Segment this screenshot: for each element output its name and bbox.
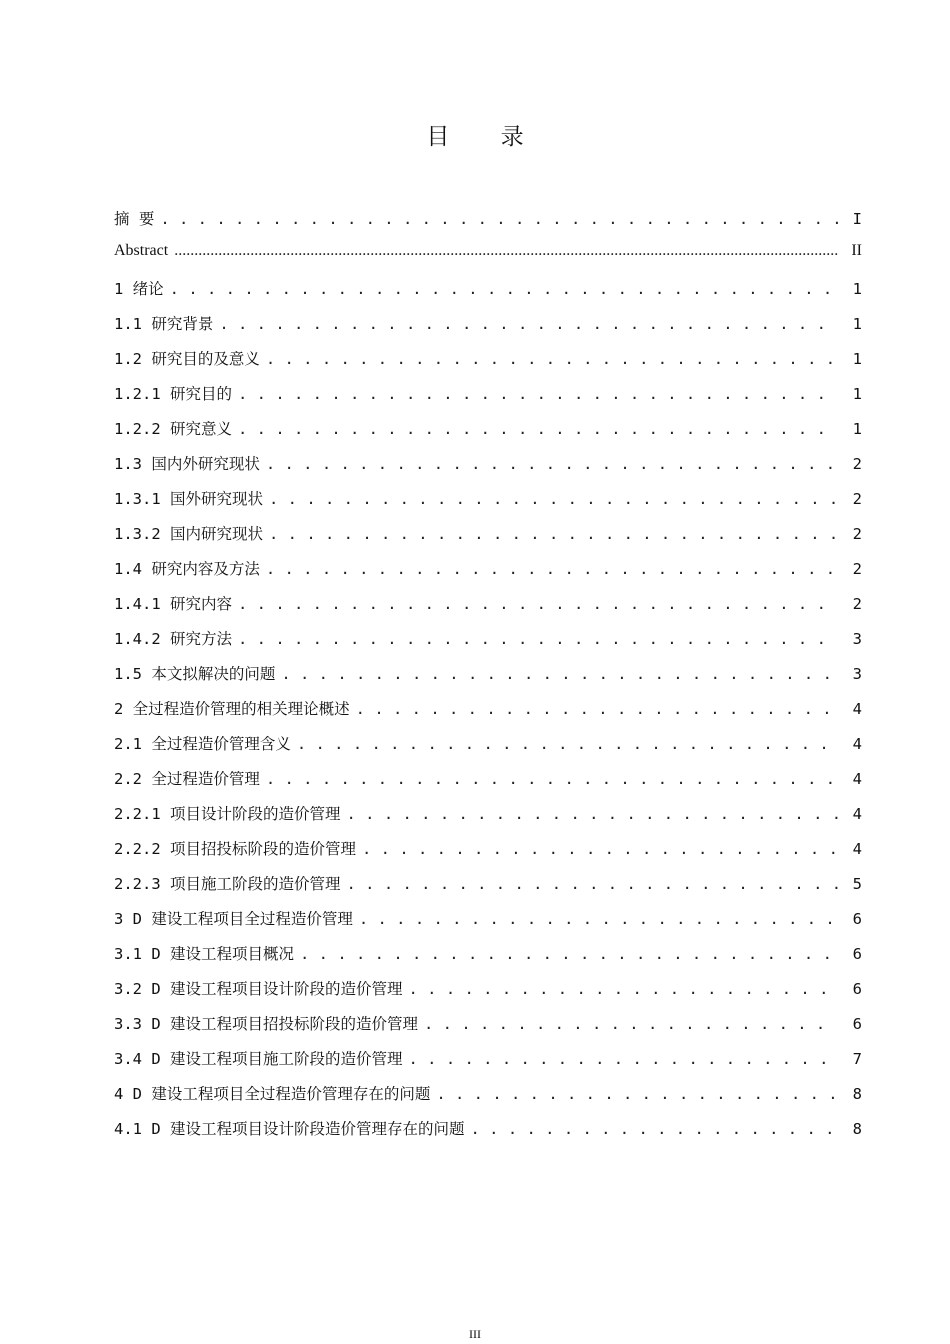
dot-leader bbox=[362, 840, 838, 858]
toc-entry-page: 2 bbox=[852, 560, 862, 578]
toc-entry[interactable] bbox=[114, 487, 862, 522]
dot-leader bbox=[160, 210, 838, 228]
toc-entry-page: 1 bbox=[852, 315, 862, 333]
dot-leader bbox=[471, 1120, 839, 1138]
toc-entry-page: 6 bbox=[852, 910, 862, 928]
toc-entry-page: 1 bbox=[852, 350, 862, 368]
dot-leader bbox=[297, 735, 838, 753]
toc-entry-page: 8 bbox=[852, 1085, 862, 1103]
page-number: III bbox=[469, 1327, 481, 1341]
toc-entry-page: II bbox=[851, 242, 862, 259]
toc-entry[interactable] bbox=[114, 1082, 862, 1117]
toc-entry-page: 3 bbox=[852, 665, 862, 683]
toc-entry-page: 1 bbox=[852, 280, 862, 298]
toc-title: 目 录 bbox=[426, 124, 546, 150]
toc-entry[interactable] bbox=[114, 592, 862, 627]
toc-entry[interactable] bbox=[114, 347, 862, 382]
dot-leader bbox=[359, 910, 838, 928]
toc-entry-label: 1.3 国内外研究现状 bbox=[114, 455, 260, 473]
toc-entry[interactable] bbox=[114, 522, 862, 557]
toc-entry-label: 4.1 D 建设工程项目设计阶段造价管理存在的问题 bbox=[114, 1120, 465, 1138]
toc-entry[interactable] bbox=[114, 662, 862, 697]
toc-entry[interactable] bbox=[114, 872, 862, 907]
dot-leader bbox=[238, 420, 838, 438]
toc-entry[interactable] bbox=[114, 977, 862, 1012]
toc-entry-label: 2.1 全过程造价管理含义 bbox=[114, 735, 291, 753]
toc-entry-label: 3.1 D 建设工程项目概况 bbox=[114, 945, 294, 963]
toc-entry-label: 1.2.2 研究意义 bbox=[114, 420, 232, 438]
dot-leader bbox=[238, 595, 838, 613]
toc-entry-label: 1.3.2 国内研究现状 bbox=[114, 525, 263, 543]
toc-entry-page: 3 bbox=[852, 630, 862, 648]
toc-entry[interactable] bbox=[114, 277, 862, 312]
dot-leader bbox=[356, 700, 838, 718]
toc-entry-label: 2.2.3 项目施工阶段的造价管理 bbox=[114, 875, 341, 893]
toc-entry-page: 6 bbox=[852, 980, 862, 998]
dot-leader bbox=[347, 875, 839, 893]
dot-leader bbox=[409, 1050, 839, 1068]
toc-entry-label: 1.3.1 国外研究现状 bbox=[114, 490, 263, 508]
toc-entry-label: 3 D 建设工程项目全过程造价管理 bbox=[114, 910, 353, 928]
dot-leader bbox=[238, 385, 838, 403]
toc-entry[interactable] bbox=[114, 837, 862, 872]
dot-leader bbox=[266, 350, 838, 368]
toc-entry-page: 4 bbox=[852, 735, 862, 753]
toc-entry[interactable] bbox=[114, 627, 862, 662]
toc-entry[interactable] bbox=[114, 207, 862, 242]
toc-entry-page: 8 bbox=[852, 1120, 862, 1138]
toc-entry-label: 1.4.1 研究内容 bbox=[114, 595, 232, 613]
toc-entry-page: I bbox=[852, 210, 862, 228]
toc-entry-page: 4 bbox=[852, 805, 862, 823]
dot-leader bbox=[409, 980, 839, 998]
dot-leader bbox=[266, 560, 838, 578]
toc-entry-label: 1.4 研究内容及方法 bbox=[114, 560, 260, 578]
dot-leader bbox=[424, 1015, 838, 1033]
toc-entry[interactable] bbox=[114, 697, 862, 732]
toc-entry[interactable] bbox=[114, 242, 862, 277]
dot-leader bbox=[238, 630, 838, 648]
toc-entry-label: 1.5 本文拟解决的问题 bbox=[114, 665, 276, 683]
toc-entry-label: 3.3 D 建设工程项目招投标阶段的造价管理 bbox=[114, 1015, 418, 1033]
toc-entry-page: 4 bbox=[852, 700, 862, 718]
dot-leader bbox=[300, 945, 838, 963]
toc-entry-label: 1.2 研究目的及意义 bbox=[114, 350, 260, 368]
toc-entry-page: 7 bbox=[852, 1050, 862, 1068]
toc-entry-label: 2.2.2 项目招投标阶段的造价管理 bbox=[114, 840, 356, 858]
toc-entry[interactable] bbox=[114, 312, 862, 347]
dot-leader bbox=[436, 1085, 838, 1103]
toc-entry[interactable] bbox=[114, 732, 862, 767]
toc-entry-page: 4 bbox=[852, 840, 862, 858]
toc-entry-page: 2 bbox=[852, 525, 862, 543]
toc-entry[interactable] bbox=[114, 452, 862, 487]
toc-entry[interactable] bbox=[114, 382, 862, 417]
dot-leader bbox=[347, 805, 839, 823]
table-of-contents bbox=[114, 207, 862, 1152]
dot-leader bbox=[174, 242, 838, 260]
toc-entry-page: 2 bbox=[852, 595, 862, 613]
toc-entry-label: 2.2 全过程造价管理 bbox=[114, 770, 260, 788]
toc-entry-page: 2 bbox=[852, 455, 862, 473]
toc-entry-label: 1.4.2 研究方法 bbox=[114, 630, 232, 648]
dot-leader bbox=[266, 770, 838, 788]
toc-entry[interactable] bbox=[114, 942, 862, 977]
dot-leader bbox=[266, 455, 838, 473]
dot-leader bbox=[170, 280, 838, 298]
toc-entry-page: 6 bbox=[852, 945, 862, 963]
dot-leader bbox=[269, 490, 838, 508]
toc-entry-page: 4 bbox=[852, 770, 862, 788]
toc-entry-page: 6 bbox=[852, 1015, 862, 1033]
toc-entry-page: 1 bbox=[852, 385, 862, 403]
dot-leader bbox=[281, 665, 838, 683]
toc-entry-label: 摘 要 bbox=[114, 210, 155, 228]
toc-entry-page: 2 bbox=[852, 490, 862, 508]
toc-entry-label: 1.2.1 研究目的 bbox=[114, 385, 232, 403]
toc-entry-label: 2.2.1 项目设计阶段的造价管理 bbox=[114, 805, 341, 823]
toc-entry-label: Abstract bbox=[114, 242, 169, 259]
toc-entry-label: 1 绪论 bbox=[114, 280, 164, 298]
toc-entry-page: 5 bbox=[852, 875, 862, 893]
toc-entry[interactable] bbox=[114, 907, 862, 942]
toc-entry-label: 3.4 D 建设工程项目施工阶段的造价管理 bbox=[114, 1050, 403, 1068]
toc-entry[interactable] bbox=[114, 802, 862, 837]
toc-entry[interactable] bbox=[114, 1047, 862, 1082]
toc-entry-label: 2 全过程造价管理的相关理论概述 bbox=[114, 700, 350, 718]
toc-entry-label: 3.2 D 建设工程项目设计阶段的造价管理 bbox=[114, 980, 403, 998]
toc-entry[interactable] bbox=[114, 767, 862, 802]
toc-entry[interactable] bbox=[114, 1117, 862, 1152]
toc-entry[interactable] bbox=[114, 417, 862, 452]
toc-entry-page: 1 bbox=[852, 420, 862, 438]
toc-entry[interactable] bbox=[114, 557, 862, 592]
toc-entry-label: 4 D 建设工程项目全过程造价管理存在的问题 bbox=[114, 1085, 431, 1103]
dot-leader bbox=[269, 525, 838, 543]
toc-entry-label: 1.1 研究背景 bbox=[114, 315, 214, 333]
dot-leader bbox=[219, 315, 838, 333]
toc-entry[interactable] bbox=[114, 1012, 862, 1047]
